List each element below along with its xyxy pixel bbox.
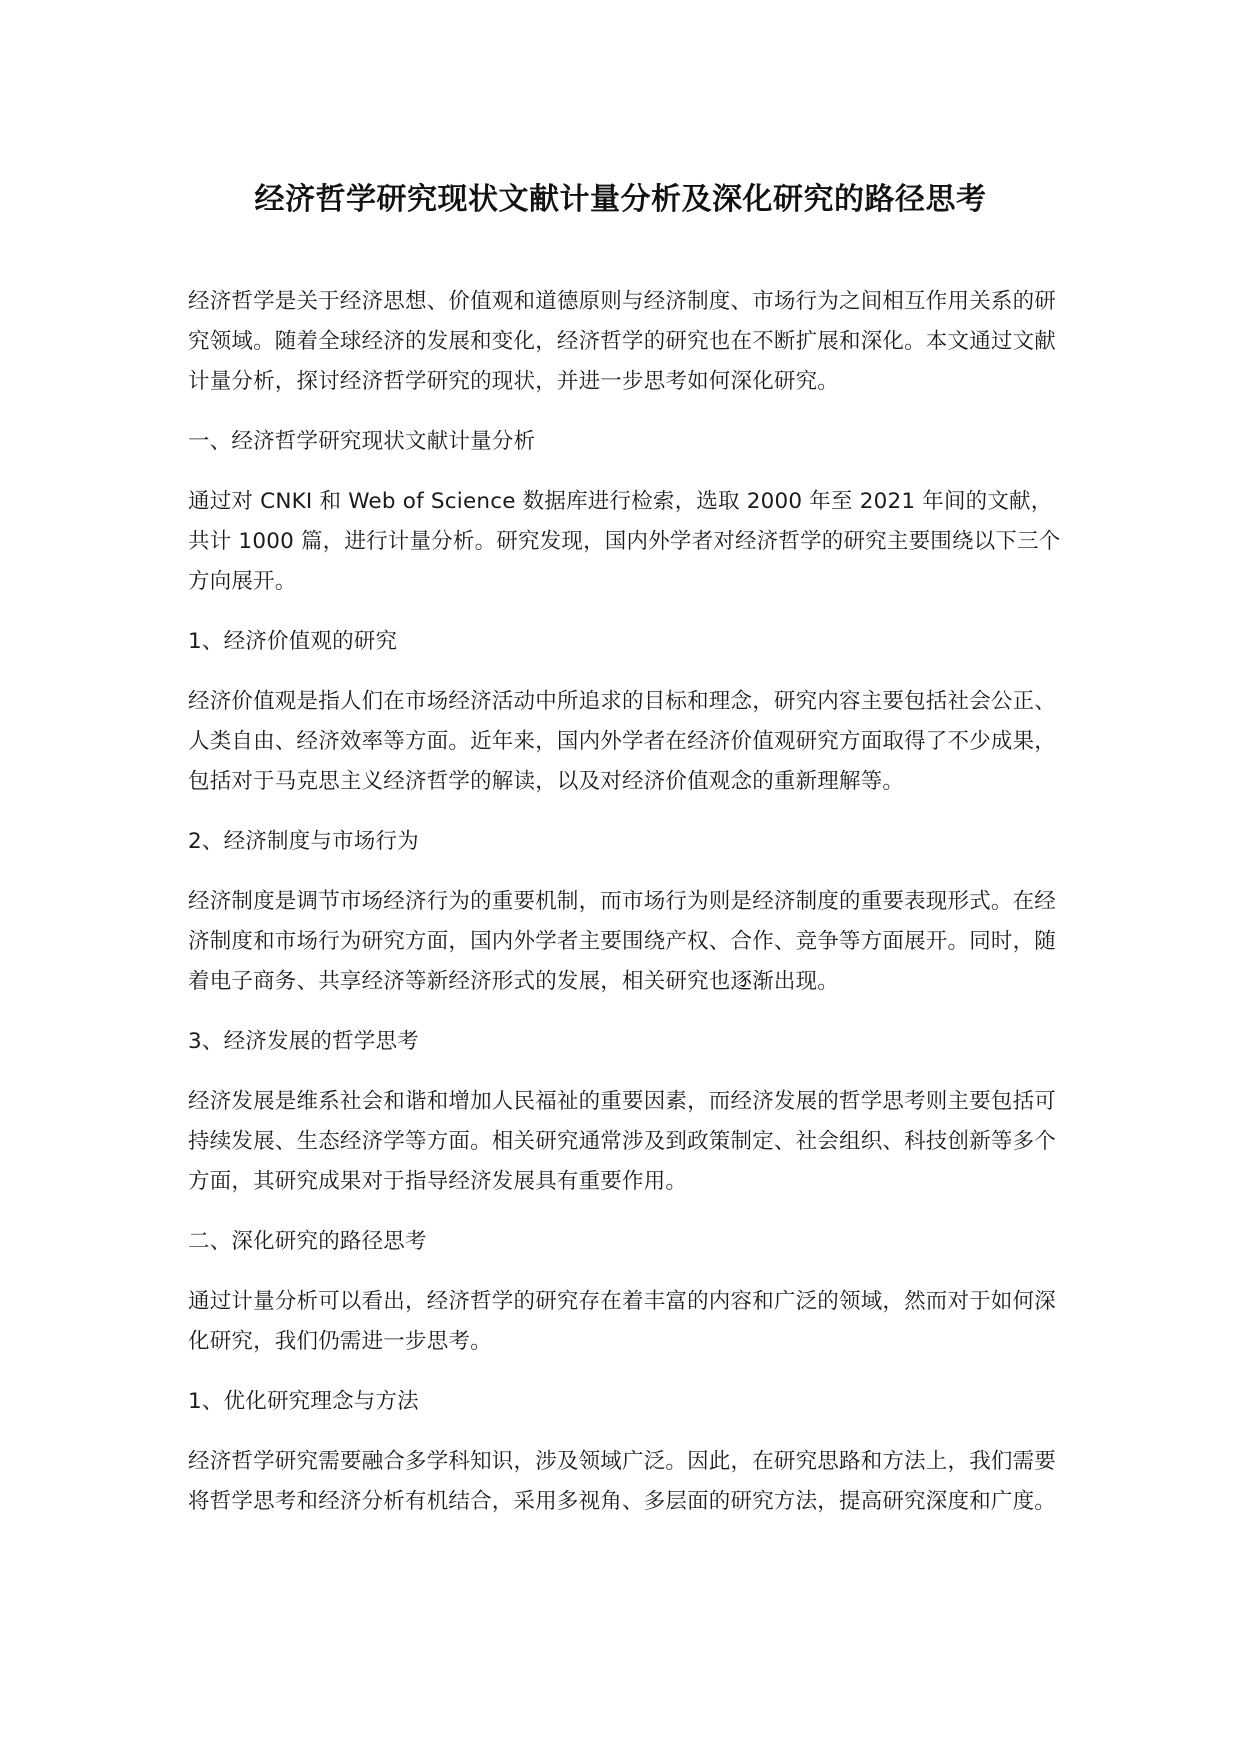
section-1-item-1-heading: 1、经济价值观的研究 (188, 629, 398, 654)
section-2-item-1-heading: 1、优化研究理念与方法 (188, 1389, 419, 1414)
section-1-paragraph: 通过对 CNKI 和 Web of Science 数据库进行检索，选取 2000 年至 2021 年间的文献，共计 1000 篇，进行计量分析。研究发现，国内外学者对经济哲学的研究主要围绕以下三个方向展开。 (188, 489, 1061, 594)
section-2-paragraph: 通过计量分析可以看出，经济哲学的研究存在着丰富的内容和广泛的领域，然而对于如何深化研究，我们仍需进一步思考。 (188, 1289, 1057, 1354)
section-1-item-3-paragraph: 经济发展是维系社会和谐和增加人民福祉的重要因素，而经济发展的哲学思考则主要包括可持续发展、生态经济学等方面。相关研究通常涉及到政策制定、社会组织、科技创新等多个方面，其研究成果对于指导经济发展具有重要作用。 (188, 1089, 1057, 1194)
section-2-item-1-paragraph: 经济哲学研究需要融合多学科知识，涉及领域广泛。因此，在研究思路和方法上，我们需要将哲学思考和经济分析有机结合，采用多视角、多层面的研究方法，提高研究深度和广度。 (188, 1449, 1057, 1514)
section-1-item-2-heading: 2、经济制度与市场行为 (188, 829, 419, 854)
document-title: 经济哲学研究现状文献计量分析及深化研究的路径思考 (254, 182, 987, 217)
section-1-item-2-paragraph: 经济制度是调节市场经济行为的重要机制，而市场行为则是经济制度的重要表现形式。在经济制度和市场行为研究方面，国内外学者主要围绕产权、合作、竞争等方面展开。同时，随着电子商务、共享经济等新经济形式的发展，相关研究也逐渐出现。 (188, 889, 1057, 994)
document-body (188, 282, 1068, 1522)
section-1-item-3-heading: 3、经济发展的哲学思考 (188, 1029, 419, 1054)
section-1-heading: 一、经济哲学研究现状文献计量分析 (188, 429, 536, 454)
section-1-item-1-paragraph: 经济价值观是指人们在市场经济活动中所追求的目标和理念，研究内容主要包括社会公正、人类自由、经济效率等方面。近年来，国内外学者在经济价值观研究方面取得了不少成果，包括对于马克思主义经济哲学的解读，以及对经济价值观念的重新理解等。 (188, 689, 1057, 794)
intro-paragraph: 经济哲学是关于经济思想、价值观和道德原则与经济制度、市场行为之间相互作用关系的研究领域。随着全球经济的发展和变化，经济哲学的研究也在不断扩展和深化。本文通过文献计量分析，探讨经济哲学研究的现状，并进一步思考如何深化研究。 (188, 289, 1057, 394)
section-2-heading: 二、深化研究的路径思考 (188, 1229, 427, 1254)
